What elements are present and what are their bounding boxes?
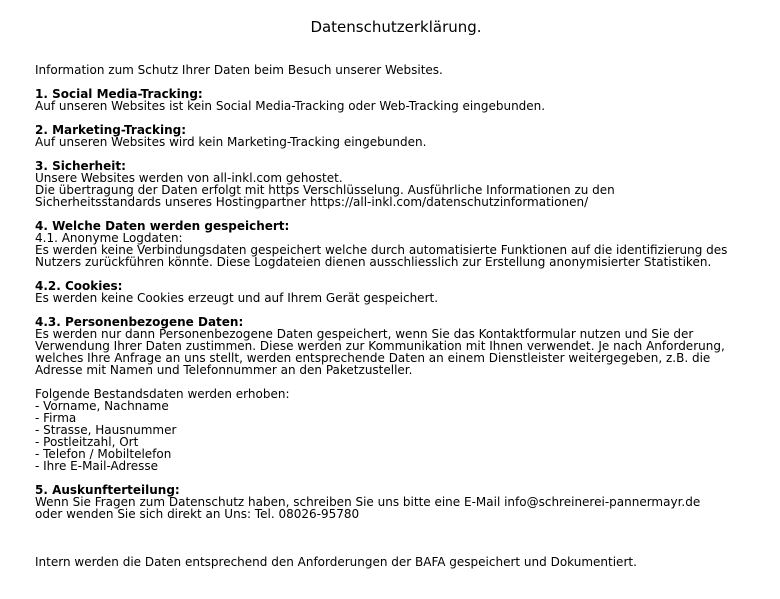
section-text-security-2: Die übertragung der Daten erfolgt mit https Verschlüsselung. Ausführliche Informationen zu den xyxy=(35,183,615,197)
section-heading-cookies: 4.2. Cookies: xyxy=(35,279,123,293)
section-heading-data: 4. Welche Daten werden gespeichert: xyxy=(35,219,290,233)
list-item: - Vorname, Nachname xyxy=(35,399,169,413)
section-text-personal-1: Es werden nur dann Personenbezogene Daten gespeichert, wenn Sie das Kontaktformular nutzen und Sie der xyxy=(35,327,694,341)
page-title: Datenschutzerklärung. xyxy=(310,18,482,36)
section-text-security-3: Sicherheitsstandards unseres Hostingpartner https://all-inkl.com/datenschutzinformationen/ xyxy=(35,195,589,209)
inventory-intro: Folgende Bestandsdaten werden erhoben: xyxy=(35,387,290,401)
list-item: - Postleitzahl, Ort xyxy=(35,435,139,449)
section-text-marketing: Auf unseren Websites wird kein Marketing-Tracking eingebunden. xyxy=(35,135,427,149)
section-text-cookies: Es werden keine Cookies erzeugt und auf Ihrem Gerät gespeichert. xyxy=(35,291,439,305)
section-text-security-1: Unsere Websites werden von all-inkl.com gehostet. xyxy=(35,171,343,185)
section-heading-security: 3. Sicherheit: xyxy=(35,159,126,173)
section-heading-personal: 4.3. Personenbezogene Daten: xyxy=(35,315,244,329)
intro-text: Information zum Schutz Ihrer Daten beim Besuch unserer Websites. xyxy=(35,63,443,77)
section-heading-social: 1. Social Media-Tracking: xyxy=(35,87,203,101)
section-text-personal-3: welches Ihre Anfrage an uns stellt, werden entsprechende Daten an einem Dienstleister weitergegeben, z.B. die xyxy=(35,351,711,365)
list-item: - Ihre E-Mail-Adresse xyxy=(35,459,159,473)
list-item: - Telefon / Mobiltelefon xyxy=(35,447,172,461)
section-text-info-2: oder wenden Sie sich direkt an Uns: Tel. 08026-95780 xyxy=(35,507,360,521)
section-text-data-1: Es werden keine Verbindungsdaten gespeichert welche durch automatisierte Funktionen auf die identifizierung des xyxy=(35,243,728,257)
privacy-content xyxy=(35,64,745,568)
list-item: - Firma xyxy=(35,411,77,425)
footer-text: Intern werden die Daten entsprechend den Anforderungen der BAFA gespeichert und Dokumentiert. xyxy=(35,555,637,569)
section-text-personal-4: Adresse mit Namen und Telefonnummer an den Paketzusteller. xyxy=(35,363,413,377)
section-subheading-logdata: 4.1. Anonyme Logdaten: xyxy=(35,231,183,245)
list-item: - Strasse, Hausnummer xyxy=(35,423,177,437)
section-text-social: Auf unseren Websites ist kein Social Media-Tracking oder Web-Tracking eingebunden. xyxy=(35,99,546,113)
section-text-info-1: Wenn Sie Fragen zum Datenschutz haben, schreiben Sie uns bitte eine E-Mail info@schreinerei-pannermayr.de xyxy=(35,495,701,509)
section-heading-info: 5. Auskunfterteilung: xyxy=(35,483,180,497)
section-text-personal-2: Verwendung Ihrer Daten zustimmen. Diese werden zur Kommunikation mit Ihnen verwendet. Je nach Anforderung, xyxy=(35,339,725,353)
section-heading-marketing: 2. Marketing-Tracking: xyxy=(35,123,187,137)
section-text-data-2: Nutzers zurückführen könnte. Diese Logdateien dienen ausschliesslich zur Erstellung anonymisierter Statistiken. xyxy=(35,255,712,269)
